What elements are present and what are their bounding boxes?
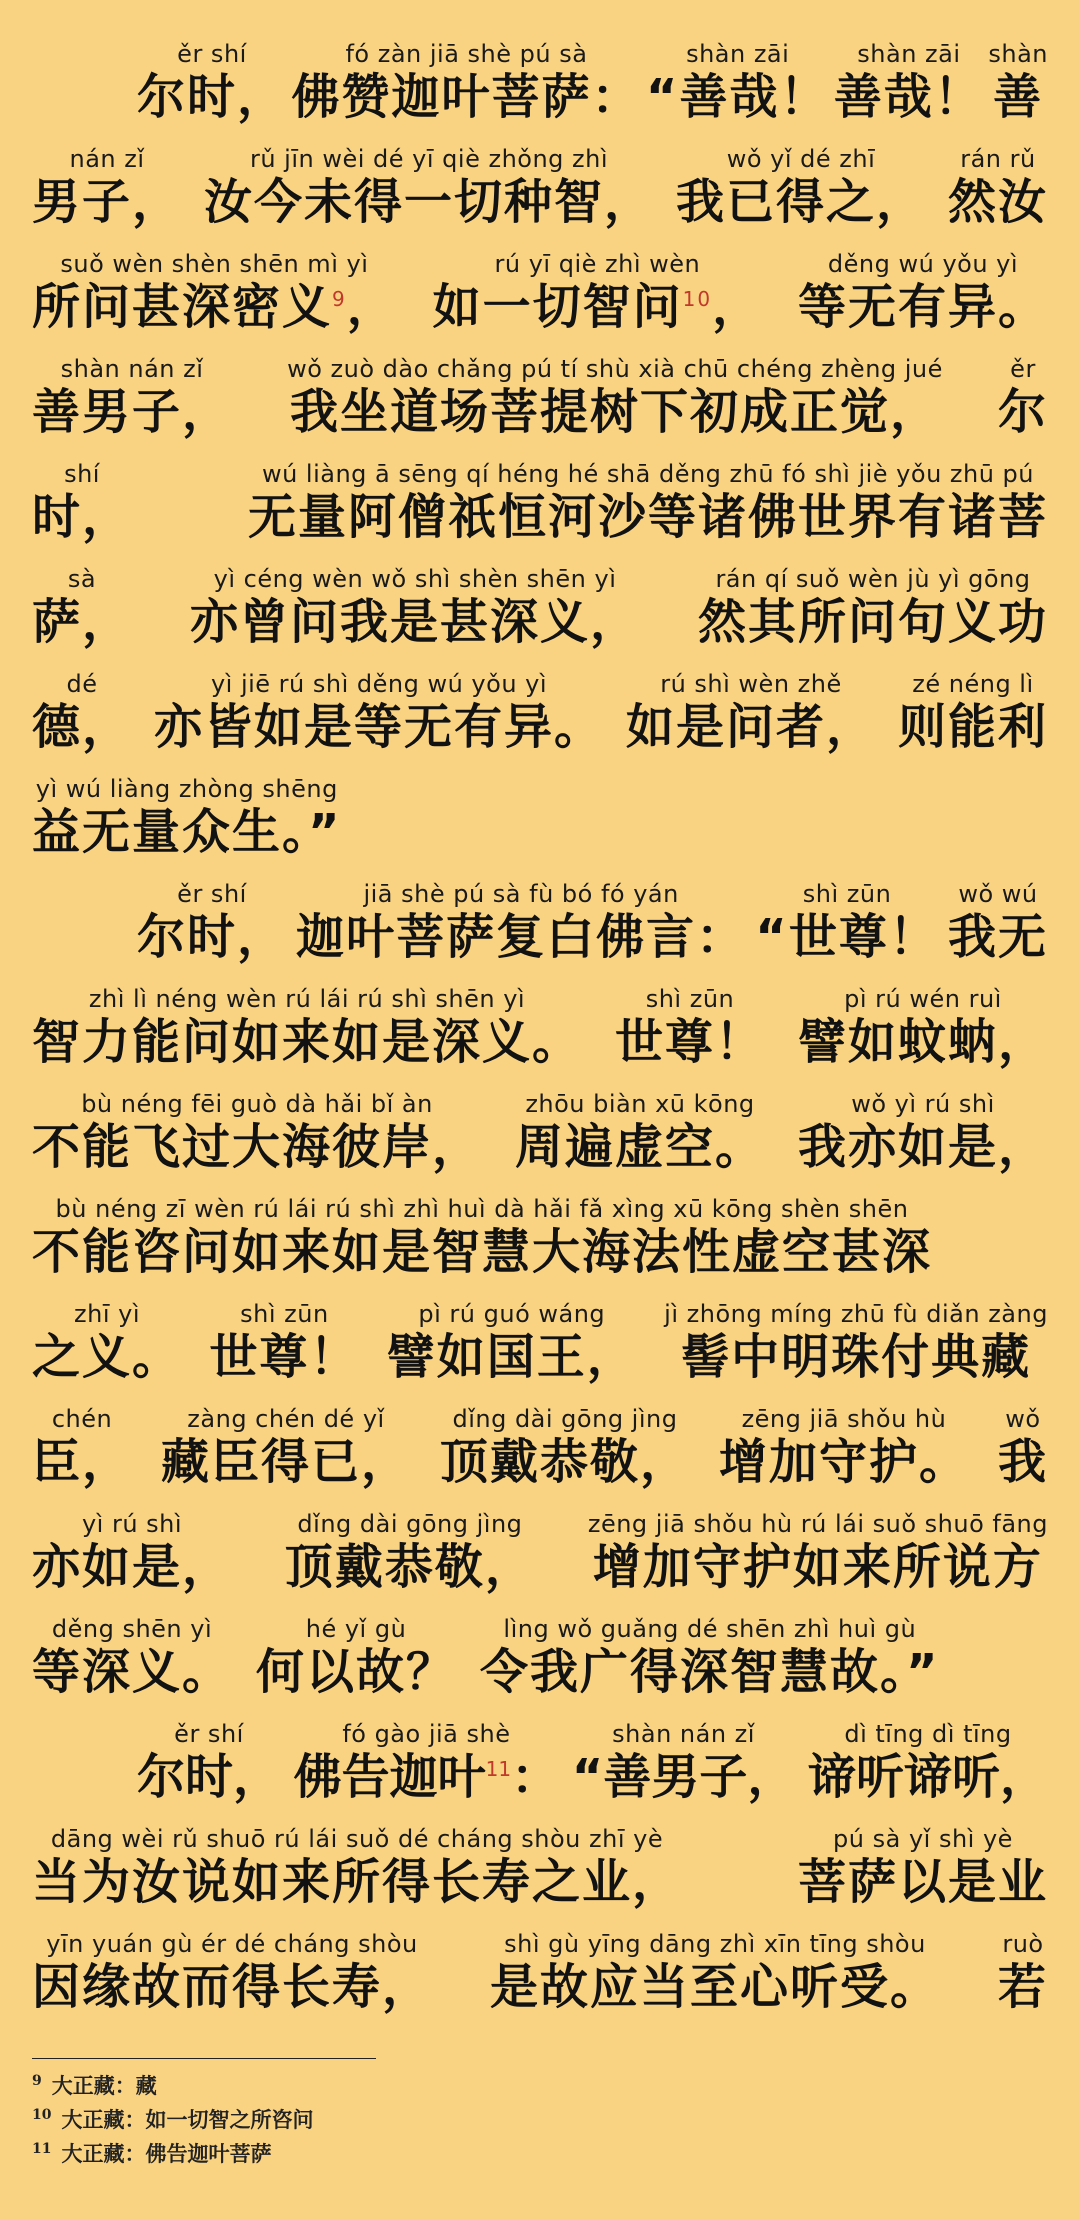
pinyin-text: dǐng dài gōng jìng [452, 1405, 678, 1433]
pinyin-phrase [32, 985, 582, 1071]
pinyin-phrase [32, 1090, 482, 1176]
chinese-text: 无量阿僧祇恒河沙等诸佛世界有诸菩 [247, 489, 1048, 545]
pinyin-phrase [698, 565, 1048, 651]
chinese-text: 譬如国王， [386, 1329, 637, 1385]
pinyin-text: shàn nán zǐ [60, 355, 204, 383]
footnote-number: 9 [32, 2073, 42, 2089]
pinyin-text: děng wú yǒu yì [827, 250, 1019, 278]
pinyin-phrase [285, 1510, 535, 1596]
chinese-text: 汝今未得一切种智， [203, 174, 654, 230]
pinyin-text: zēng jiā shǒu hù rú lái suǒ shuō fāng [587, 1510, 1048, 1538]
pinyin-text: chén [51, 1405, 113, 1433]
footnote-item [32, 2104, 313, 2134]
pinyin-phrase [32, 565, 132, 651]
chinese-text: 如是问者， [625, 699, 876, 755]
footnote-marker[interactable]: 9 [332, 287, 347, 311]
pinyin-phrase [646, 40, 830, 126]
chinese-text: 则能利 [897, 699, 1048, 755]
pinyin-phrase [256, 1615, 456, 1701]
pinyin-phrase [32, 250, 397, 336]
pinyin-text: ěr [1010, 355, 1036, 383]
pinyin-text: wǒ yì rú shì [851, 1090, 995, 1118]
pinyin-phrase [615, 985, 765, 1071]
pinyin-phrase [480, 1615, 940, 1701]
chinese-text: 世尊！ [614, 1014, 765, 1070]
pinyin-phrase [32, 355, 232, 441]
pinyin-text: bù néng fēi guò dà hǎi bǐ àn [81, 1090, 433, 1118]
pinyin-phrase [676, 145, 926, 231]
chinese-text: 善男子， [32, 384, 233, 440]
pinyin-phrase [798, 1090, 1048, 1176]
pinyin-phrase [998, 1405, 1048, 1491]
pinyin-phrase [440, 1405, 690, 1491]
chinese-text: 然其所问句义功 [697, 594, 1048, 650]
pinyin-text: lìng wǒ guǎng dé shēn zhì huì gù [503, 1615, 917, 1643]
chinese-text: 然汝 [947, 174, 1048, 230]
pinyin-text: shì gù yīng dāng zhì xīn tīng shòu [504, 1930, 926, 1958]
pinyin-text: wú liàng ā sēng qí héng hé shā děng zhū fó shì jiè yǒu zhū pú [261, 460, 1035, 488]
footnote-item [32, 2070, 157, 2100]
pinyin-phrase [798, 250, 1048, 336]
pinyin-phrase [898, 670, 1048, 756]
text-line [32, 1615, 1048, 1701]
text-line [32, 670, 1048, 756]
pinyin-text: ruò [1002, 1930, 1044, 1958]
text-line [32, 1300, 1048, 1386]
pinyin-text: sà [67, 565, 97, 593]
pinyin-phrase [294, 1720, 559, 1806]
chinese-text: 如一切智问$^{10}$， [432, 279, 763, 335]
pinyin-text: shì zūn [645, 985, 735, 1013]
chinese-text: 益无量众生。” [32, 804, 342, 860]
chinese-text: 增加守护如来所说方 [592, 1539, 1043, 1595]
pinyin-phrase [755, 880, 939, 966]
pinyin-text: wǒ wú [958, 880, 1038, 908]
chinese-text: 世尊！ [209, 1329, 360, 1385]
pinyin-text: ěr shí [177, 880, 247, 908]
pinyin-phrase [32, 1930, 432, 2016]
pinyin-text: dé [66, 670, 98, 698]
pinyin-phrase [798, 1825, 1048, 1911]
chinese-text: 时， [32, 489, 133, 545]
pinyin-text: dì tīng dì tīng [844, 1720, 1012, 1748]
pinyin-text: shì zūn [240, 1300, 329, 1328]
pinyin-text: shì zūn [802, 880, 892, 908]
chinese-text: 因缘故而得长寿， [32, 1959, 433, 2015]
pinyin-phrase [988, 40, 1048, 126]
chinese-text: 我已得之， [675, 174, 926, 230]
chinese-text: 我坐道场菩提树下初成正觉， [289, 384, 940, 440]
pinyin-phrase [588, 1510, 1048, 1596]
pinyin-text: rǔ jīn wèi dé yī qiè zhǒng zhì [249, 145, 609, 173]
pinyin-text: yì wú liàng zhòng shēng [35, 775, 338, 803]
footnote-marker[interactable]: 10 [682, 287, 713, 311]
chinese-text: 不能飞过大海彼岸， [32, 1119, 483, 1175]
pinyin-phrase [248, 460, 1048, 546]
chinese-text: 智力能问如来如是深义。 [32, 1014, 583, 1070]
pinyin-phrase [32, 460, 132, 546]
text-line [137, 1720, 1048, 1806]
chinese-text: 等无有异。 [797, 279, 1048, 335]
chinese-text: 德， [32, 699, 133, 755]
pinyin-text: suǒ wèn shèn shēn mì yì [60, 250, 369, 278]
pinyin-phrase [190, 565, 640, 651]
pinyin-phrase [32, 670, 132, 756]
chinese-text: “善男子， [571, 1749, 796, 1805]
pinyin-phrase [154, 670, 604, 756]
pinyin-text: pì rú guó wáng [418, 1300, 606, 1328]
pinyin-text: jiā shè pú sà fù bó fó yán [363, 880, 679, 908]
pinyin-text: dǐng dài gōng jìng [297, 1510, 523, 1538]
pinyin-phrase [204, 145, 654, 231]
chinese-text: 善 [993, 69, 1044, 125]
chinese-text: 是故应当至心听受。 [489, 1959, 940, 2015]
chinese-text: 当为汝说如来所得长寿之业， [32, 1854, 683, 1910]
text-line [32, 1510, 1048, 1596]
pinyin-phrase [137, 880, 287, 966]
chinese-text: 萨， [32, 594, 133, 650]
chinese-text: 尔时， [137, 909, 288, 965]
pinyin-phrase [572, 1720, 796, 1806]
text-line [32, 985, 1048, 1071]
pinyin-text: zhōu biàn xū kōng [525, 1090, 755, 1118]
footnote-text: 大正藏：藏 [51, 2073, 157, 2098]
chinese-text: 譬如蚊蚋， [797, 1014, 1048, 1070]
pinyin-text: nán zǐ [69, 145, 145, 173]
chinese-text: 顶戴恭敬， [439, 1434, 690, 1490]
text-line [32, 1195, 1048, 1281]
pinyin-phrase [433, 250, 762, 336]
pinyin-phrase [296, 880, 746, 966]
pinyin-text: děng shēn yì [51, 1615, 213, 1643]
footnote-number: 11 [32, 2141, 52, 2157]
chinese-text: 何以故？ [256, 1644, 457, 1700]
footnote-divider [32, 2058, 376, 2059]
pinyin-phrase [32, 145, 182, 231]
chinese-text: 周遍虚空。 [514, 1119, 765, 1175]
pinyin-phrase [998, 1930, 1048, 2016]
pinyin-phrase [387, 1300, 637, 1386]
pinyin-phrase [137, 40, 287, 126]
chinese-text: 不能咨问如来如是智慧大海法性虚空甚深 [32, 1224, 933, 1280]
chinese-text: 亦皆如是等无有异。 [153, 699, 604, 755]
chinese-text: 我 [997, 1434, 1048, 1490]
chinese-text: 我亦如是， [797, 1119, 1048, 1175]
pinyin-text: pú sà yǐ shì yè [833, 1825, 1013, 1853]
pinyin-phrase [137, 1720, 281, 1806]
pinyin-phrase [161, 1405, 411, 1491]
chinese-text: 亦曾问我是甚深义， [189, 594, 640, 650]
pinyin-text: fó gào jiā shè [342, 1720, 511, 1748]
footnote-marker[interactable]: 11 [485, 1757, 512, 1781]
pinyin-text: yīn yuán gù ér dé cháng shòu [46, 1930, 418, 1958]
text-line [32, 250, 1048, 336]
text-line [32, 775, 1048, 861]
footnote-text: 大正藏：如一切智之所咨问 [61, 2107, 314, 2132]
pinyin-text: wǒ zuò dào chǎng pú tí shù xià chū chéng zhèng jué [287, 355, 943, 383]
pinyin-text: jì zhōng míng zhū fù diǎn zàng [664, 1300, 1048, 1328]
chinese-text: 男子， [32, 174, 183, 230]
pinyin-phrase [209, 1300, 359, 1386]
pinyin-phrase [998, 355, 1048, 441]
pinyin-phrase [948, 880, 1048, 966]
text-line [32, 565, 1048, 651]
chinese-text: 之义。 [32, 1329, 183, 1385]
footnote-item [32, 2138, 271, 2168]
chinese-text: 髻中明珠付典藏 [681, 1329, 1032, 1385]
pinyin-text: hé yǐ gù [305, 1615, 407, 1643]
chinese-text: 顶戴恭敬， [284, 1539, 535, 1595]
pinyin-phrase [798, 985, 1048, 1071]
chinese-text: 尔 [997, 384, 1048, 440]
pinyin-phrase [834, 40, 984, 126]
pinyin-text: zhī yì [74, 1300, 140, 1328]
pinyin-phrase [32, 775, 342, 861]
pinyin-text: rán rǔ [960, 145, 1036, 173]
pinyin-phrase [32, 1825, 682, 1911]
pinyin-text: zàng chén dé yǐ [187, 1405, 385, 1433]
text-line [32, 1405, 1048, 1491]
pinyin-text: rú yī qiè zhì wèn [494, 250, 701, 278]
text-line [137, 880, 1048, 966]
pinyin-text: ěr shí [174, 1720, 244, 1748]
chinese-text: 迦叶菩萨复白佛言： [296, 909, 747, 965]
pinyin-text: zé néng lì [912, 670, 1034, 698]
pinyin-phrase [291, 40, 641, 126]
text-line [32, 1825, 1048, 1911]
pinyin-phrase [32, 1195, 932, 1281]
pinyin-text: shí [64, 460, 100, 488]
pinyin-text: yì céng wèn wǒ shì shèn shēn yì [213, 565, 617, 593]
text-line [32, 145, 1048, 231]
footnote-text: 大正藏：佛告迦叶菩萨 [61, 2141, 272, 2166]
pinyin-text: yì jiē rú shì děng wú yǒu yì [210, 670, 548, 698]
pinyin-phrase [664, 1300, 1048, 1386]
text-line [32, 1930, 1048, 2016]
chinese-text: 菩萨以是业 [797, 1854, 1048, 1910]
chinese-text: 佛告迦叶$^{11}$： [293, 1749, 560, 1805]
footnote-number: 10 [32, 2107, 52, 2123]
chinese-text: 谛听谛听， [807, 1749, 1048, 1805]
chinese-text: 所问甚深密义$^9$， [32, 279, 397, 335]
pinyin-text: shàn zāi [686, 40, 790, 68]
pinyin-text: yì rú shì [81, 1510, 183, 1538]
chinese-text: 藏臣得已， [160, 1434, 411, 1490]
pinyin-phrase [490, 1930, 940, 2016]
chinese-text: 善哉！ [833, 69, 984, 125]
pinyin-text: wǒ [1005, 1405, 1041, 1433]
pinyin-text: ěr shí [177, 40, 247, 68]
pinyin-text: shàn [988, 40, 1048, 68]
pinyin-phrase [32, 1510, 232, 1596]
chinese-text: “世尊！ [755, 909, 939, 965]
text-line [32, 355, 1048, 441]
pinyin-phrase [32, 1615, 232, 1701]
chinese-text: 令我广得深智慧故。” [480, 1644, 940, 1700]
pinyin-text: fó zàn jiā shè pú sà [345, 40, 588, 68]
chinese-text: 臣， [32, 1434, 133, 1490]
pinyin-text: rú shì wèn zhě [660, 670, 842, 698]
chinese-text: “善哉！ [645, 69, 830, 125]
chinese-text: 若 [997, 1959, 1048, 2015]
chinese-text: 增加守护。 [718, 1434, 969, 1490]
pinyin-text: shàn nán zǐ [612, 1720, 755, 1748]
pinyin-text: zēng jiā shǒu hù [741, 1405, 947, 1433]
pinyin-phrase [32, 1300, 182, 1386]
chinese-text: 尔时， [137, 69, 288, 125]
pinyin-phrase [626, 670, 876, 756]
pinyin-text: zhì lì néng wèn rú lái rú shì shēn yì [88, 985, 526, 1013]
pinyin-phrase [719, 1405, 969, 1491]
chinese-text: 亦如是， [32, 1539, 233, 1595]
pinyin-text: wǒ yǐ dé zhī [726, 145, 876, 173]
pinyin-phrase [948, 145, 1048, 231]
chinese-text: 等深义。 [32, 1644, 233, 1700]
pinyin-text: bù néng zī wèn rú lái rú shì zhì huì dà hǎi fǎ xìng xū kōng shèn shēn [55, 1195, 909, 1223]
chinese-text: 我无 [947, 909, 1048, 965]
chinese-text: 佛赞迦叶菩萨： [291, 69, 642, 125]
chinese-text: 尔时， [137, 1749, 282, 1805]
text-line [32, 460, 1048, 546]
pinyin-phrase [32, 1405, 132, 1491]
pinyin-text: pì rú wén ruì [844, 985, 1002, 1013]
pinyin-phrase [287, 355, 943, 441]
pinyin-phrase [515, 1090, 765, 1176]
text-line [137, 40, 1048, 126]
pinyin-text: shàn zāi [857, 40, 961, 68]
pinyin-text: rán qí suǒ wèn jù yì gōng [715, 565, 1031, 593]
text-line [32, 1090, 1048, 1176]
pinyin-text: dāng wèi rǔ shuō rú lái suǒ dé cháng shòu zhī yè [50, 1825, 664, 1853]
pinyin-phrase [808, 1720, 1048, 1806]
